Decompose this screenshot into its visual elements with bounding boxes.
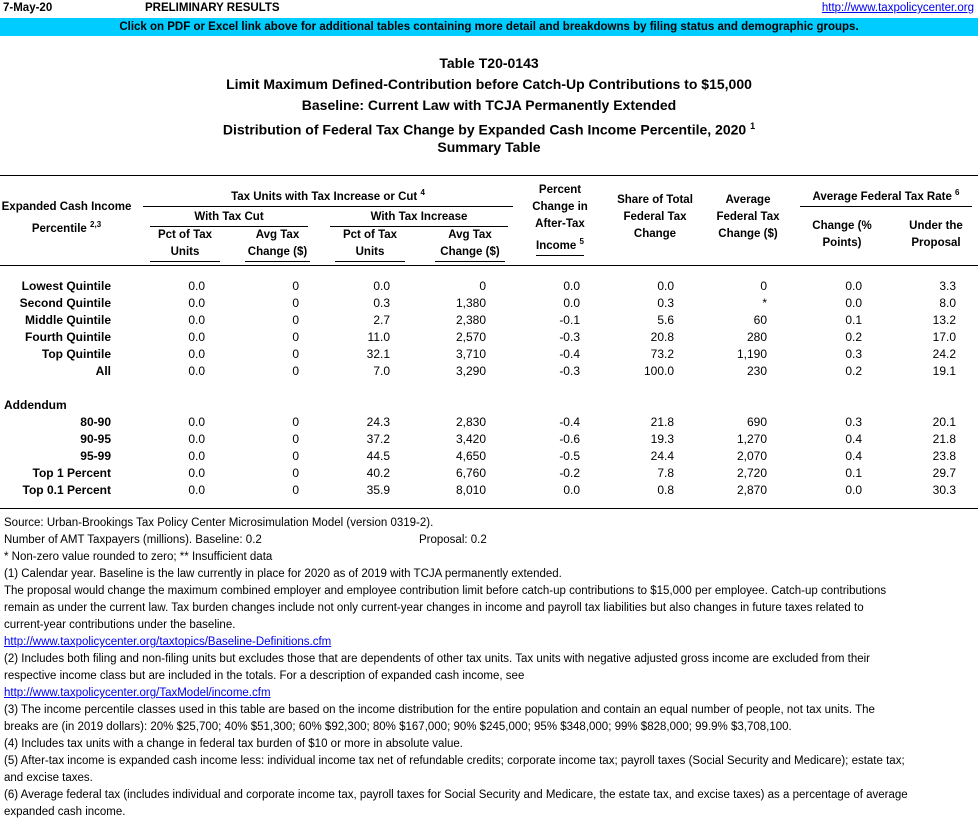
addendum-row-label: Top 1 Percent (32, 466, 111, 480)
note-5b: and excise taxes. (4, 772, 93, 784)
quintile-row-under: 8.0 (939, 296, 956, 310)
addendum-row-inc-avg: 4,650 (455, 449, 486, 463)
quintile-row-cut-pct: 0.0 (188, 296, 205, 310)
share-header: Share of Total Federal Tax Change (617, 194, 693, 240)
addendum-row-pct-change: -0.6 (559, 432, 580, 446)
quintile-row-inc-avg: 3,290 (455, 364, 486, 378)
proposal-text-2: remain as under the current law. Tax burden changes include not only current-year changes in income and payroll tax liabilities but also changes in future taxes related to (4, 602, 864, 614)
cut-pct-header: Pct of Tax Units (150, 227, 220, 262)
quintile-row-cut-avg: 0 (292, 347, 299, 361)
tax-units-header: Tax Units with Tax Increase or Cut $^4$ (143, 184, 513, 207)
quintile-row-label: Lowest Quintile (21, 279, 111, 293)
quintile-row-label: All (95, 364, 111, 378)
addendum-row-rate-change: 0.1 (845, 466, 862, 480)
addendum-row-share: 24.4 (650, 449, 674, 463)
avg-fed-change-header: Average Federal Tax Change ($) (716, 194, 780, 240)
addendum-row-inc-avg: 3,420 (455, 432, 486, 446)
addendum-row-label: 80-90 (80, 415, 111, 429)
addendum-row-avg-fed: 2,070 (736, 449, 767, 463)
quintile-row-pct-change: -0.3 (559, 330, 580, 344)
quintile-row-inc-pct: 7.0 (373, 364, 390, 378)
addendum-row-cut-avg: 0 (292, 415, 299, 429)
note-3a: (3) The income percentile classes used in this table are based on the income distribution for the entire population and contain an equal number of people, not tax units. The (4, 704, 875, 716)
quintile-row-share: 5.6 (657, 313, 674, 327)
addendum-row-pct-change: -0.5 (559, 449, 580, 463)
quintile-row-avg-fed: * (762, 296, 767, 310)
baseline-definitions-link[interactable]: http://www.taxpolicycenter.org/taxtopics/Baseline-Definitions.cfm (4, 636, 332, 648)
quintile-row-pct-change: 0.0 (563, 279, 580, 293)
addendum-row-inc-pct: 37.2 (366, 432, 390, 446)
header-top-rule (0, 175, 978, 176)
quintile-row-cut-avg: 0 (292, 296, 299, 310)
with-tax-increase-header: With Tax Increase (330, 209, 508, 227)
quintile-row-inc-avg: 2,380 (455, 313, 486, 327)
addendum-row-avg-fed: 1,270 (736, 432, 767, 446)
quintile-row-rate-change: 0.3 (845, 347, 862, 361)
note-4: (4) Includes tax units with a change in federal tax burden of $10 or more in absolute value. (4, 738, 463, 750)
addendum-row-cut-pct: 0.0 (188, 449, 205, 463)
inc-avg-header: Avg Tax Change ($) (435, 227, 505, 262)
addendum-row-under: 29.7 (932, 466, 956, 480)
quintile-row-cut-avg: 0 (292, 330, 299, 344)
addendum-row-share: 7.8 (657, 466, 674, 480)
quintile-row-rate-change: 0.2 (845, 330, 862, 344)
quintile-row-cut-pct: 0.0 (188, 279, 205, 293)
note-3b: breaks are (in 2019 dollars): 20% $25,700; 40% $51,300; 60% $92,300; 80% $167,000; 90% $245,000; 95% $348,000; 99% $828,000; 99.9% $3,708,100. (4, 721, 792, 733)
preliminary-label: PRELIMINARY RESULTS (145, 2, 280, 14)
quintile-row-share: 73.2 (650, 347, 674, 361)
quintile-row-under: 17.0 (932, 330, 956, 344)
addendum-row-cut-pct: 0.0 (188, 415, 205, 429)
header-bottom-rule (0, 265, 978, 266)
quintile-row-cut-pct: 0.0 (188, 347, 205, 361)
addendum-row-under: 21.8 (932, 432, 956, 446)
addendum-row-cut-avg: 0 (292, 432, 299, 446)
quintile-row-pct-change: 0.0 (563, 296, 580, 310)
quintile-row-cut-avg: 0 (292, 313, 299, 327)
source-note: Source: Urban-Brookings Tax Policy Center Microsimulation Model (version 0319-2). (4, 517, 434, 529)
quintile-row-pct-change: -0.1 (559, 313, 580, 327)
quintile-row-inc-pct: 11.0 (367, 330, 390, 344)
quintile-row-share: 20.8 (650, 330, 674, 344)
quintile-row-rate-change: 0.0 (845, 279, 862, 293)
under-proposal-header: Under the Proposal (909, 220, 963, 249)
tpc-home-link[interactable]: http://www.taxpolicycenter.org (821, 2, 974, 14)
addendum-row-label: 95-99 (80, 449, 111, 463)
note-1: (1) Calendar year. Baseline is the law currently in place for 2020 as of 2019 with TCJA permanently extended. (4, 568, 562, 580)
row-label-header: Expanded Cash Income Percentile $^{2,3}$ (1, 201, 132, 235)
addendum-row-label: 90-95 (80, 432, 111, 446)
quintile-row-inc-avg: 2,570 (455, 330, 486, 344)
quintile-row-label: Fourth Quintile (25, 330, 111, 344)
amt-note: Number of AMT Taxpayers (millions). Baseline: 0.2 Proposal: 0.2 (4, 534, 487, 546)
note-6b: expanded cash income. (4, 806, 126, 818)
info-banner: Click on PDF or Excel link above for additional tables containing more detail and breakdowns by filing status and demographic groups. (0, 18, 978, 36)
quintile-row-under: 3.3 (939, 279, 956, 293)
addendum-row-inc-avg: 2,830 (455, 415, 486, 429)
addendum-row-pct-change: 0.0 (563, 483, 580, 497)
addendum-row-share: 0.8 (657, 483, 674, 497)
note-6a: (6) Average federal tax (includes individual and corporate income tax, payroll taxes for Social Security and Medicare, the estate tax, and excise taxes) as a percentage of average (4, 789, 908, 801)
addendum-row-avg-fed: 2,870 (736, 483, 767, 497)
addendum-row-under: 30.3 (932, 483, 956, 497)
top-bar (0, 0, 978, 17)
quintile-row-rate-change: 0.1 (845, 313, 862, 327)
title-line-1: Limit Maximum Defined-Contribution before Catch-Up Contributions to $15,000 (226, 76, 752, 92)
addendum-row-cut-pct: 0.0 (188, 466, 205, 480)
addendum-row-avg-fed: 2,720 (736, 466, 767, 480)
quintile-row-pct-change: -0.3 (559, 364, 580, 378)
table-id: Table T20-0143 (439, 55, 539, 71)
table-bottom-rule (0, 508, 978, 509)
addendum-row-inc-pct: 35.9 (366, 483, 390, 497)
star-note: * Non-zero value rounded to zero; ** Insufficient data (4, 551, 273, 563)
addendum-row-inc-avg: 8,010 (455, 483, 486, 497)
quintile-row-cut-pct: 0.0 (188, 364, 205, 378)
title-line-3: Distribution of Federal Tax Change by Expanded Cash Income Percentile, 2020 $^1$ (222, 121, 756, 138)
addendum-row-cut-pct: 0.0 (188, 432, 205, 446)
addendum-row-label: Top 0.1 Percent (22, 483, 111, 497)
addendum-row-avg-fed: 690 (746, 415, 767, 429)
inc-pct-header: Pct of Tax Units (335, 227, 405, 262)
rate-change-header: Change (% Points) (812, 220, 872, 249)
addendum-row-under: 23.8 (932, 449, 956, 463)
quintile-row-pct-change: -0.4 (559, 347, 580, 361)
quintile-row-avg-fed: 230 (746, 364, 767, 378)
quintile-row-avg-fed: 1,190 (736, 347, 767, 361)
quintile-row-share: 0.3 (657, 296, 674, 310)
quintile-row-label: Middle Quintile (25, 313, 111, 327)
quintile-row-cut-pct: 0.0 (188, 330, 205, 344)
quintile-row-label: Second Quintile (19, 296, 111, 310)
addendum-row-pct-change: -0.4 (559, 415, 580, 429)
addendum-row-inc-avg: 6,760 (455, 466, 486, 480)
with-tax-cut-header: With Tax Cut (150, 209, 308, 227)
quintile-row-rate-change: 0.0 (845, 296, 862, 310)
title-line-4: Summary Table (437, 139, 541, 155)
footnotes (4, 515, 976, 821)
addendum-row-inc-pct: 44.5 (366, 449, 390, 463)
addendum-row-pct-change: -0.2 (559, 466, 580, 480)
note-2b: respective income class but are included in the totals. For a description of expanded cash income, see (4, 670, 525, 682)
addendum-row-rate-change: 0.3 (845, 415, 862, 429)
addendum-row-inc-pct: 24.3 (366, 415, 390, 429)
addendum-label: Addendum (4, 398, 67, 412)
quintile-row-inc-avg: 3,710 (455, 347, 486, 361)
table-titles (0, 53, 978, 158)
quintile-row-avg-fed: 0 (760, 279, 767, 293)
quintile-row-avg-fed: 60 (753, 313, 767, 327)
addendum-row-cut-avg: 0 (292, 466, 299, 480)
note-2a: (2) Includes both filing and non-filing units but excludes those that are dependents of other tax units. Tax units with negative adjusted gross income are excluded from their (4, 653, 870, 665)
note-5a: (5) After-tax income is expanded cash income less: individual income tax net of refundable credits; corporate income tax; payroll taxes (Social Security and Medicare); estate tax; (4, 755, 905, 767)
quintile-row-share: 0.0 (657, 279, 674, 293)
quintile-row-cut-avg: 0 (292, 364, 299, 378)
quintile-row-rate-change: 0.2 (845, 364, 862, 378)
quintile-row-inc-pct: 0.3 (373, 296, 390, 310)
avg-rate-header: Average Federal Tax Rate $^6$ (800, 184, 972, 207)
quintile-row-inc-pct: 32.1 (366, 347, 390, 361)
quintile-row-inc-pct: 0.0 (373, 279, 390, 293)
quintile-row-inc-pct: 2.7 (373, 313, 390, 327)
quintile-row-label: Top Quintile (41, 347, 111, 361)
addendum-row-share: 19.3 (650, 432, 674, 446)
income-definition-link[interactable]: http://www.taxpolicycenter.org/TaxModel/income.cfm (4, 687, 271, 699)
quintile-row-cut-pct: 0.0 (188, 313, 205, 327)
quintile-row-inc-avg: 1,380 (455, 296, 486, 310)
title-line-2: Baseline: Current Law with TCJA Permanently Extended (301, 97, 677, 113)
addendum-row-rate-change: 0.4 (845, 449, 862, 463)
quintile-row-under: 13.2 (932, 313, 956, 327)
quintile-row-inc-avg: 0 (479, 279, 486, 293)
pct-change-header: Percent Change in After-Tax Income $^5$ (520, 182, 600, 256)
quintile-row-under: 24.2 (932, 347, 956, 361)
addendum-row-inc-pct: 40.2 (366, 466, 390, 480)
proposal-text-3: current-year contributions under the baseline. (4, 619, 236, 631)
quintile-row-share: 100.0 (643, 364, 674, 378)
proposal-text-1: The proposal would change the maximum combined employer and employee contribution limit before catch-up contributions to $15,000 per employee. Catch-up contributions (4, 585, 887, 597)
addendum-row-cut-avg: 0 (292, 449, 299, 463)
addendum-row-rate-change: 0.0 (845, 483, 862, 497)
report-date: 7-May-20 (3, 2, 53, 14)
addendum-row-rate-change: 0.4 (845, 432, 862, 446)
addendum-row-cut-pct: 0.0 (188, 483, 205, 497)
addendum-row-share: 21.8 (650, 415, 674, 429)
cut-avg-header: Avg Tax Change ($) (245, 227, 310, 262)
quintile-row-cut-avg: 0 (292, 279, 299, 293)
quintile-row-under: 19.1 (932, 364, 956, 378)
quintile-row-avg-fed: 280 (746, 330, 767, 344)
addendum-row-cut-avg: 0 (292, 483, 299, 497)
addendum-row-under: 20.1 (932, 415, 956, 429)
